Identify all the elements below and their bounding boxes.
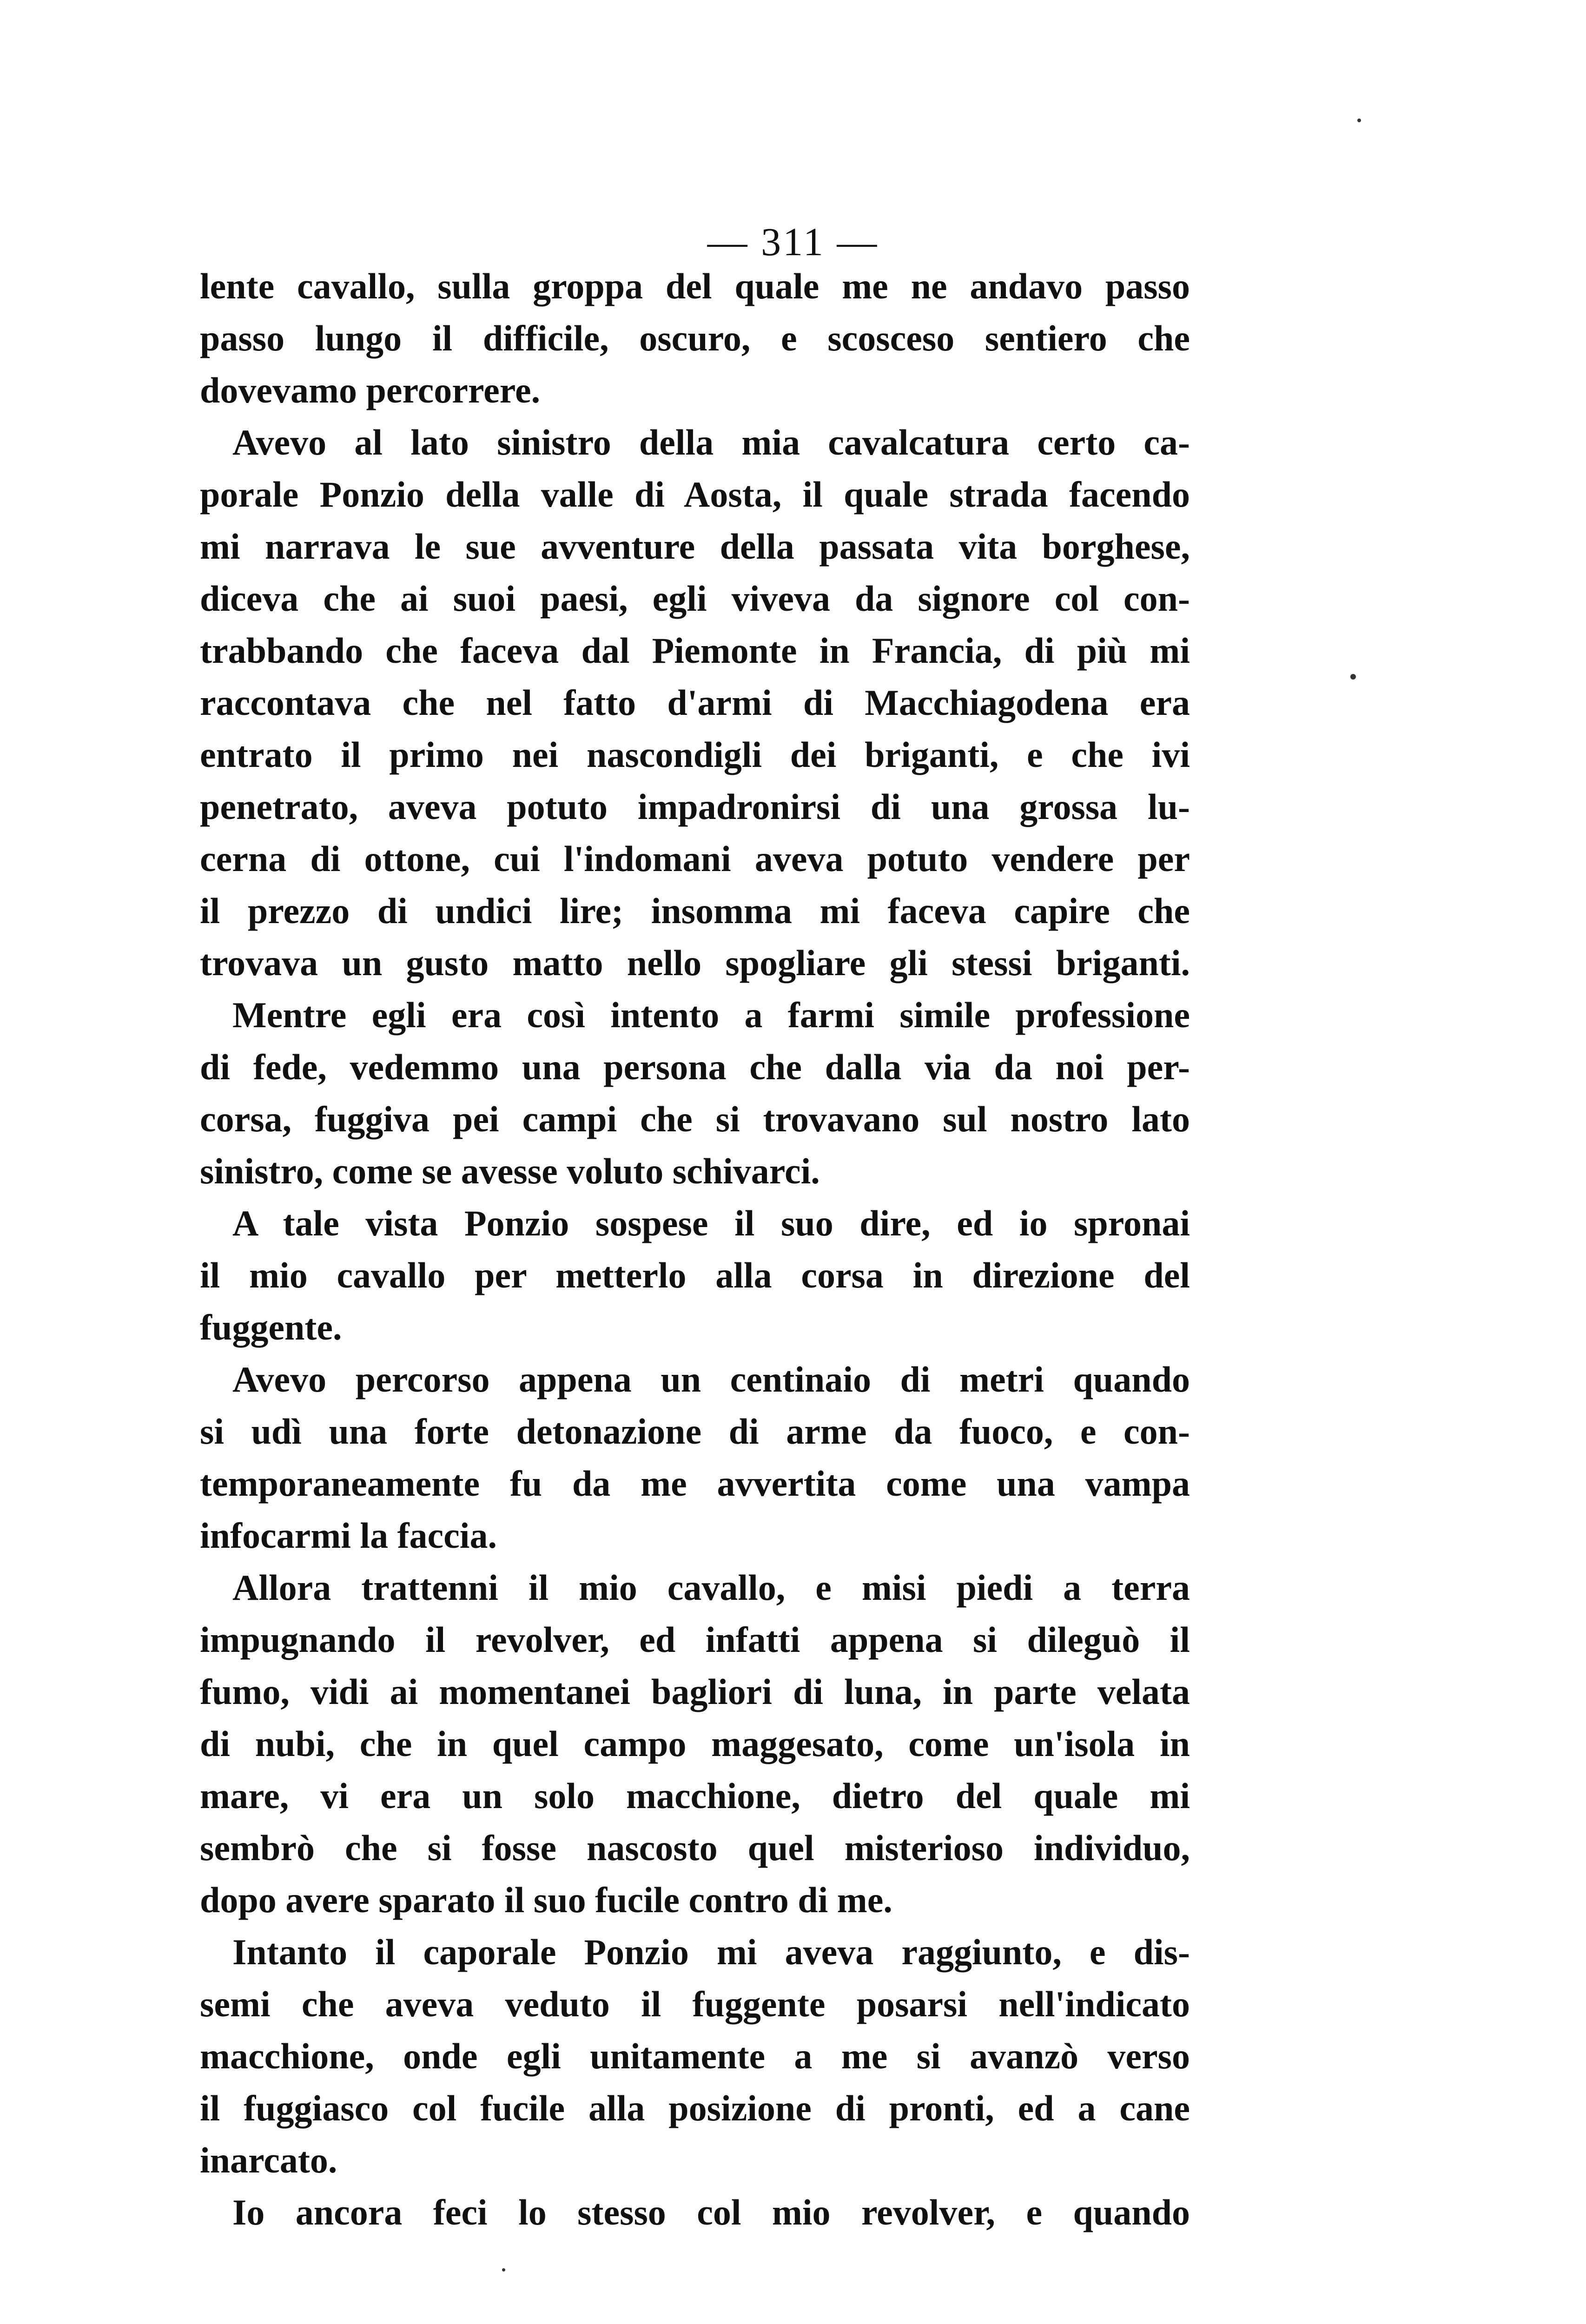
text-line: dovevamo percorrere. [200,370,541,410]
text-line: raccontava che nel fatto d'armi di Macchiagodena era [200,682,1190,723]
text-line: lente cavallo, sulla groppa del quale me ne andavo passo [200,266,1190,306]
text-line: inarcato. [200,2140,337,2180]
text-line: sembrò che si fosse nascosto quel misterioso individuo, [200,1828,1190,1868]
scan-speck [1350,674,1356,680]
paragraph [200,416,1190,989]
text-line: cerna di ottone, cui l'indomani aveva potuto vendere per [200,838,1190,879]
text-line: mare, vi era un solo macchione, dietro del quale mi [200,1776,1190,1816]
text-line: macchione, onde egli unitamente a me si avanzò verso [200,2036,1190,2076]
text-line: infocarmi la faccia. [200,1515,497,1556]
text-line: Avevo al lato sinistro della mia cavalcatura certo ca- [232,422,1190,462]
text-line: penetrato, aveva potuto impadronirsi di una grossa lu- [200,786,1190,827]
scan-speck [502,2268,505,2271]
paragraph [200,989,1190,1197]
paragraph [200,1353,1190,1562]
paragraph [200,1562,1190,1926]
text-line: fuggente. [200,1307,342,1347]
text-line: temporaneamente fu da me avvertita come una vampa [200,1463,1190,1504]
page-number: — 311 — [707,219,879,264]
text-line: di nubi, che in quel campo maggesato, come un'isola in [200,1723,1190,1764]
text-line: porale Ponzio della valle di Aosta, il quale strada facendo [200,474,1190,515]
paragraph [200,1197,1190,1353]
text-line: diceva che ai suoi paesi, egli viveva da signore col con- [200,578,1190,619]
text-line: corsa, fuggiva pei campi che si trovavano sul nostro lato [200,1099,1190,1139]
text-line: di fede, vedemmo una persona che dalla via da noi per- [200,1047,1190,1087]
text-line: Io ancora feci lo stesso col mio revolver, e quando [232,2192,1190,2232]
scan-speck [1357,119,1361,122]
paragraph [200,1926,1190,2186]
paragraph [200,2186,1190,2238]
text-line: Avevo percorso appena un centinaio di metri quando [232,1359,1190,1400]
text-line: trabbando che faceva dal Piemonte in Francia, di più mi [200,630,1190,671]
text-line: il fuggiasco col fucile alla posizione di pronti, ed a cane [200,2088,1190,2128]
text-line: il prezzo di undici lire; insomma mi faceva capire che [200,891,1190,931]
text-line: trovava un gusto matto nello spogliare gli stessi briganti. [200,943,1190,983]
text-line: il mio cavallo per metterlo alla corsa in direzione del [200,1255,1190,1295]
text-line: dopo avere sparato il suo fucile contro di me. [200,1880,892,1920]
paragraph [200,260,1190,416]
text-line: passo lungo il difficile, oscuro, e scosceso sentiero che [200,318,1190,358]
text-line: Intanto il caporale Ponzio mi aveva raggiunto, e dis- [232,1932,1190,1972]
text-line: fumo, vidi ai momentanei bagliori di luna, in parte velata [200,1671,1190,1712]
text-line: A tale vista Ponzio sospese il suo dire, ed io spronai [232,1203,1190,1243]
text-line: Allora trattenni il mio cavallo, e misi piedi a terra [232,1567,1190,1608]
text-line: si udì una forte detonazione di arme da fuoco, e con- [200,1411,1190,1452]
text-line: mi narrava le sue avventure della passata vita borghese, [200,526,1190,567]
text-line: semi che aveva veduto il fuggente posarsi nell'indicato [200,1984,1190,2024]
text-line: sinistro, come se avesse voluto schivarci. [200,1151,820,1191]
text-line: impugnando il revolver, ed infatti appena si dileguò il [200,1619,1190,1660]
text-line: entrato il primo nei nascondigli dei briganti, e che ivi [200,734,1190,775]
body-text [200,260,1190,2238]
text-line: Mentre egli era così intento a farmi simile professione [232,995,1190,1035]
